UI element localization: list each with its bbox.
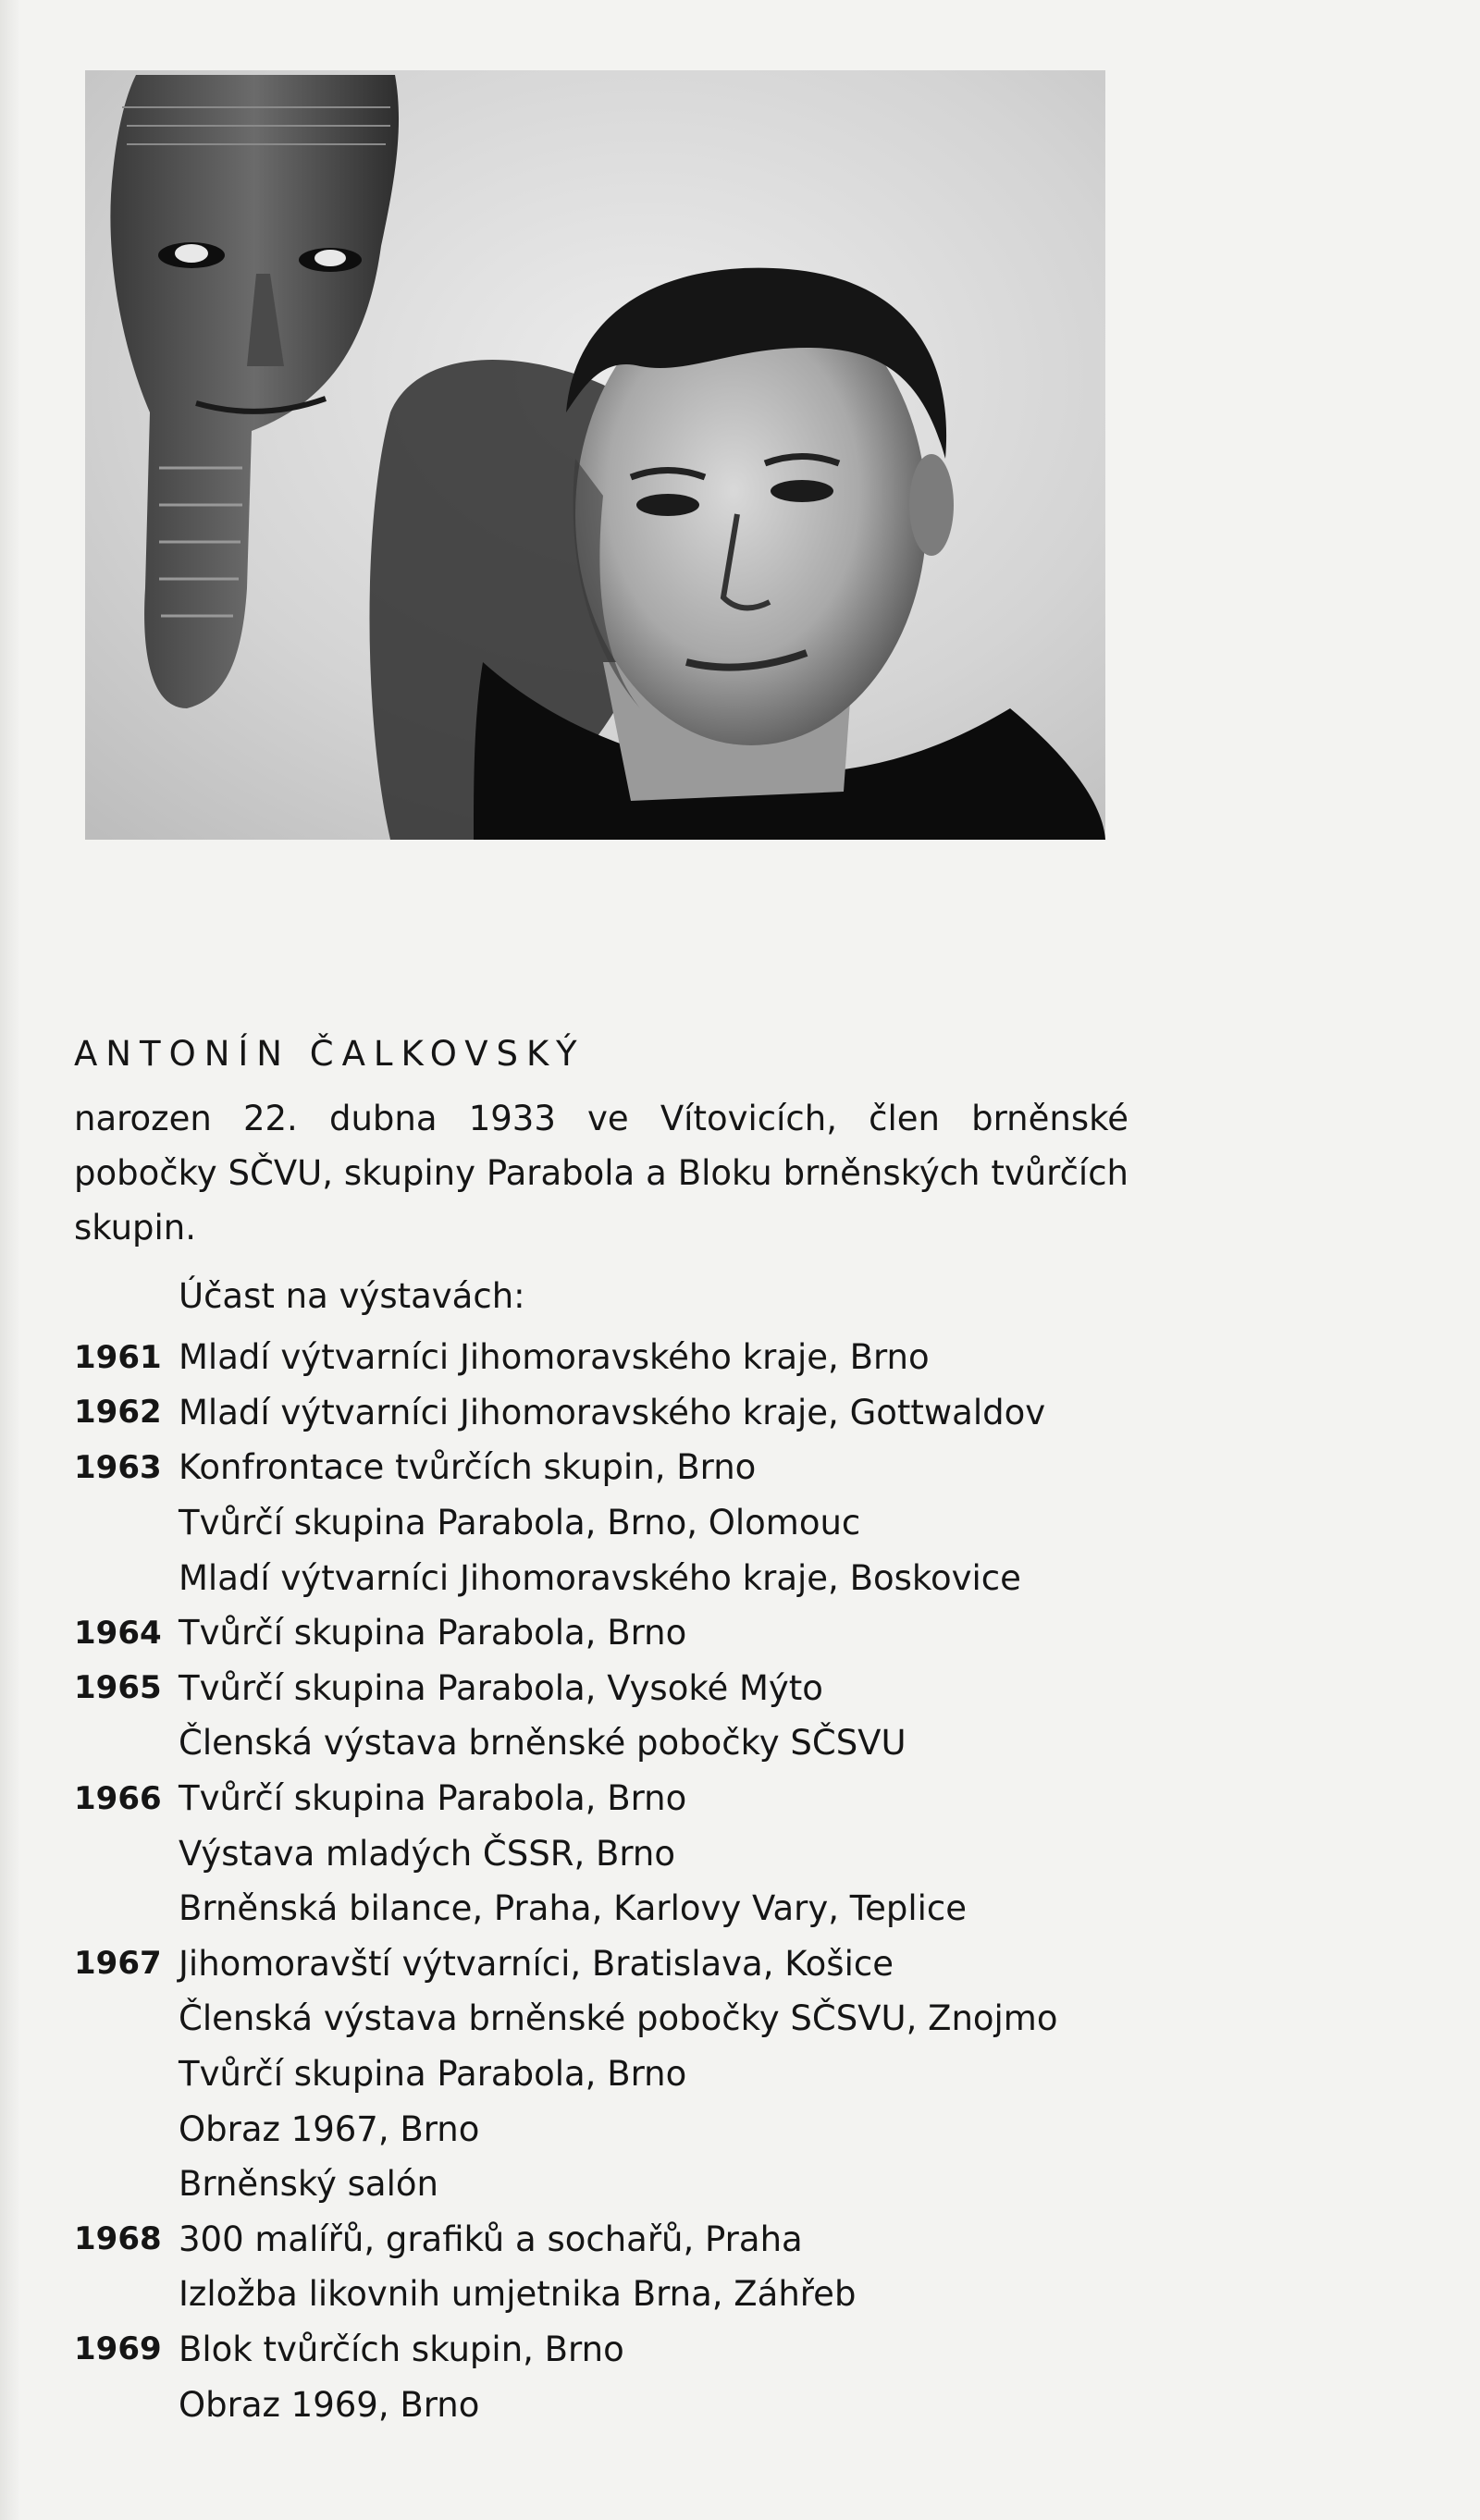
exhibition-row <box>74 1825 1058 1881</box>
exhibition-row <box>74 2212 1058 2268</box>
exhibition-year: 1962 <box>74 1394 162 1432</box>
exhibition-title: Členská výstava brněnské pobočky SČSVU, Znojmo <box>179 1998 1058 2039</box>
portrait-with-mask-photo-icon <box>85 70 1105 840</box>
exhibition-row <box>74 1550 1058 1605</box>
exhibition-year: 1967 <box>74 1945 162 1983</box>
exhibition-title: Výstava mladých ČSSR, Brno <box>179 1833 676 1874</box>
exhibition-row <box>74 1991 1058 2047</box>
exhibition-row <box>74 2047 1058 2102</box>
artist-name: ANTONÍN ČALKOVSKÝ <box>74 1034 586 1074</box>
exhibition-row <box>74 1715 1058 1771</box>
exhibition-title: Brněnská bilance, Praha, Karlovy Vary, Teplice <box>179 1888 968 1929</box>
exhibition-title: Konfrontace tvůrčích skupin, Brno <box>179 1447 757 1488</box>
exhibitions-heading: Účast na výstavách: <box>179 1276 525 1316</box>
exhibition-title: Mladí výtvarníci Jihomoravského kraje, Boskovice <box>179 1557 1021 1598</box>
exhibition-year: 1961 <box>74 1338 162 1376</box>
exhibition-row <box>74 1385 1058 1441</box>
exhibition-year: 1969 <box>74 2330 162 2368</box>
exhibition-title: Obraz 1967, Brno <box>179 2108 480 2149</box>
exhibition-row <box>74 1605 1058 1661</box>
exhibition-row <box>74 1495 1058 1551</box>
exhibition-row <box>74 2322 1058 2378</box>
exhibition-year: 1963 <box>74 1448 162 1486</box>
exhibition-row <box>74 1661 1058 1716</box>
exhibition-year: 1966 <box>74 1779 162 1817</box>
exhibition-row <box>74 1440 1058 1495</box>
artist-portrait-photo <box>85 70 1105 840</box>
exhibition-row <box>74 1330 1058 1385</box>
exhibition-title: Tvůrčí skupina Parabola, Brno <box>179 2054 687 2095</box>
exhibition-row <box>74 1771 1058 1826</box>
exhibition-title: Tvůrčí skupina Parabola, Brno <box>179 1778 687 1819</box>
exhibition-title: Jihomoravští výtvarníci, Bratislava, Košice <box>179 1943 894 1984</box>
exhibition-title: Obraz 1969, Brno <box>179 2384 480 2425</box>
exhibitions-list <box>74 1330 1058 2432</box>
exhibition-title: Mladí výtvarníci Jihomoravského kraje, Gottwaldov <box>179 1392 1046 1432</box>
page-edge-shadow <box>0 0 20 2520</box>
exhibition-year: 1965 <box>74 1669 162 1707</box>
exhibition-row <box>74 2101 1058 2157</box>
exhibition-title: 300 malířů, grafiků a sochařů, Praha <box>179 2219 803 2259</box>
exhibition-row <box>74 2377 1058 2432</box>
exhibition-row <box>74 1881 1058 1936</box>
exhibition-row <box>74 2157 1058 2212</box>
exhibition-row <box>74 1936 1058 1992</box>
exhibition-title: Izložba likovnih umjetnika Brna, Záhřeb <box>179 2274 857 2315</box>
exhibition-title: Členská výstava brněnské pobočky SČSVU <box>179 1723 906 1764</box>
artist-bio: narozen 22. dubna 1933 ve Vítovicích, člen brněnské pobočky SČVU, skupiny Parabola a Bloku brněnských tvůrčích skupin. <box>74 1099 1128 1248</box>
exhibition-title: Mladí výtvarníci Jihomoravského kraje, Brno <box>179 1337 930 1378</box>
exhibition-title: Tvůrčí skupina Parabola, Brno, Olomouc <box>179 1503 861 1543</box>
exhibition-title: Brněnský salón <box>179 2164 438 2205</box>
exhibition-title: Tvůrčí skupina Parabola, Brno <box>179 1613 687 1653</box>
exhibition-year: 1968 <box>74 2220 162 2258</box>
exhibition-title: Tvůrčí skupina Parabola, Vysoké Mýto <box>179 1667 823 1708</box>
exhibition-year: 1964 <box>74 1614 162 1652</box>
exhibition-title: Blok tvůrčích skupin, Brno <box>179 2329 624 2369</box>
exhibition-row <box>74 2267 1058 2322</box>
